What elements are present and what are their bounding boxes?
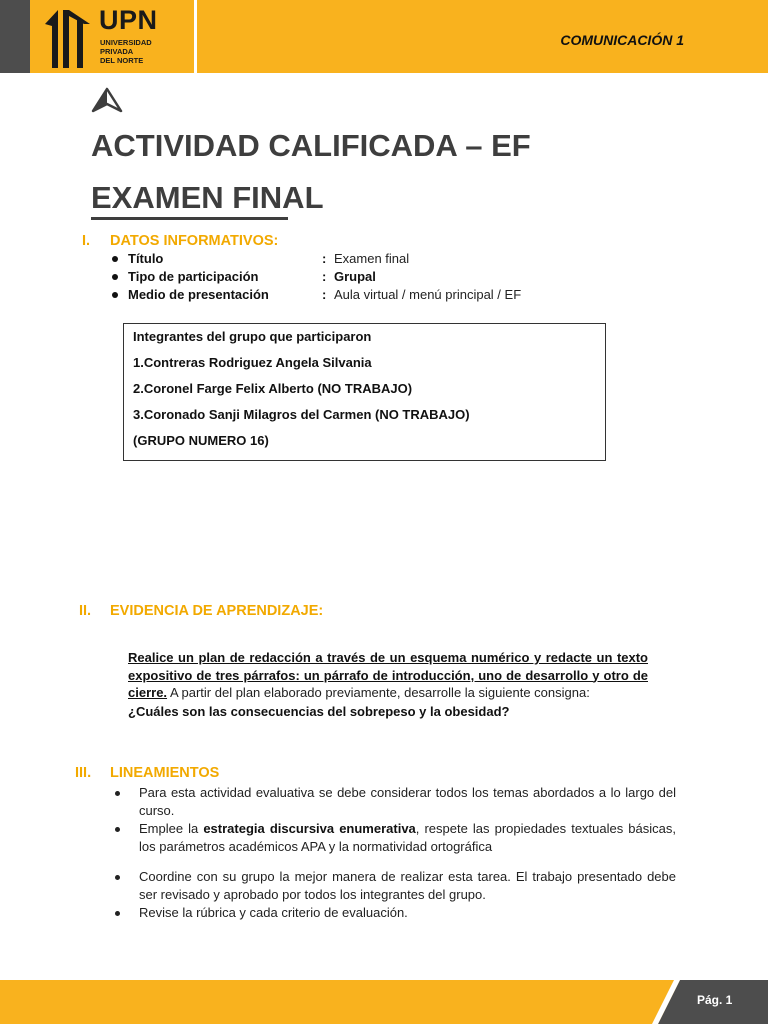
- member-line: 2.Coronel Farge Felix Alberto (NO TRABAJO): [133, 381, 413, 396]
- upn-logo: [31, 0, 194, 73]
- page-number: Pág. 1: [697, 993, 733, 1007]
- guideline-text: Emplee la: [139, 821, 204, 836]
- document-title: ACTIVIDAD CALIFICADA – EF: [91, 128, 531, 163]
- guideline-text: Coordine con su grupo la mejor manera de realizar esta tarea. El trabajo presentado debe ser revisado y aprobado por todos los integrantes del grupo.: [139, 869, 676, 902]
- logo-sub-line: UNIVERSIDAD: [100, 38, 152, 47]
- guideline-item: [113, 868, 676, 904]
- info-row: [112, 251, 652, 269]
- info-colon: :: [322, 269, 327, 284]
- info-value: Examen final: [334, 251, 410, 266]
- navigation-arrow-icon: [90, 86, 124, 114]
- guideline-emphasis: estrategia discursiva enumerativa: [203, 821, 416, 836]
- section-heading: DATOS INFORMATIVOS:: [110, 233, 279, 249]
- course-name: COMUNICACIÓN 1: [560, 32, 684, 48]
- bullet-icon: [112, 256, 118, 262]
- guideline-item: [113, 784, 676, 820]
- evidence-continuation: A partir del plan elaborado previamente, desarrolle la siguiente consigna:: [167, 685, 590, 700]
- logo-subtitle: [100, 38, 152, 65]
- section-heading: EVIDENCIA DE APRENDIZAJE:: [110, 603, 324, 619]
- logo-sub-line: PRIVADA: [100, 47, 134, 56]
- info-label: Medio de presentación: [128, 287, 269, 302]
- info-row: [112, 287, 652, 305]
- guideline-text: , respete las propiedades textuales básicas, los parámetros académicos APA y la normatividad ortográfica: [139, 821, 676, 854]
- info-label: Título: [128, 251, 164, 266]
- section-heading: LINEAMIENTOS: [110, 765, 220, 781]
- evidence-instructions: [128, 649, 648, 720]
- guideline-text: Revise la rúbrica y cada criterio de evaluación.: [139, 905, 408, 920]
- bullet-icon: [112, 292, 118, 298]
- bullet-icon: [115, 911, 120, 916]
- info-value: Grupal: [334, 269, 376, 284]
- section-number: II.: [79, 603, 92, 619]
- bullet-icon: [115, 827, 120, 832]
- info-row: [112, 269, 652, 287]
- guidelines-list: [113, 784, 676, 922]
- document-subtitle: EXAMEN FINAL: [91, 180, 324, 215]
- header-bar: [0, 0, 768, 73]
- evidence-main-instruction: Realice un plan de redacción a través de un esquema numérico y redacte un texto expositivo de tres párrafos: un párrafo de introducción, uno de desarrollo y otro de cierre.: [128, 650, 648, 700]
- bullet-icon: [115, 875, 120, 880]
- info-label: Tipo de participación: [128, 269, 259, 284]
- section-number: I.: [82, 233, 91, 249]
- footer-bar: [0, 980, 768, 1024]
- info-colon: :: [322, 287, 327, 302]
- title-underline: [91, 217, 288, 220]
- info-value: Aula virtual / menú principal / EF: [334, 287, 522, 302]
- guideline-item: [113, 904, 676, 922]
- info-colon: :: [322, 251, 327, 266]
- group-members-box: [123, 323, 606, 461]
- members-heading: Integrantes del grupo que participaron: [133, 329, 372, 344]
- member-line: 1.Contreras Rodriguez Angela Silvania: [133, 355, 372, 370]
- member-line: 3.Coronado Sanji Milagros del Carmen (NO TRABAJO): [133, 407, 470, 422]
- upn-arrow-icon: [43, 6, 95, 68]
- logo-sub-line: DEL NORTE: [100, 56, 144, 65]
- evidence-question: ¿Cuáles son las consecuencias del sobrepeso y la obesidad?: [128, 703, 510, 719]
- header-gray-block: [0, 0, 30, 73]
- group-number: (GRUPO NUMERO 16): [133, 433, 269, 448]
- bullet-icon: [112, 274, 118, 280]
- guideline-text: Para esta actividad evaluativa se debe considerar todos los temas abordados a lo largo del curso.: [139, 785, 676, 818]
- header-separator: [194, 0, 197, 73]
- bullet-icon: [115, 791, 120, 796]
- logo-name: UPN: [99, 5, 158, 35]
- guideline-item: [113, 820, 676, 856]
- section-number: III.: [75, 765, 92, 781]
